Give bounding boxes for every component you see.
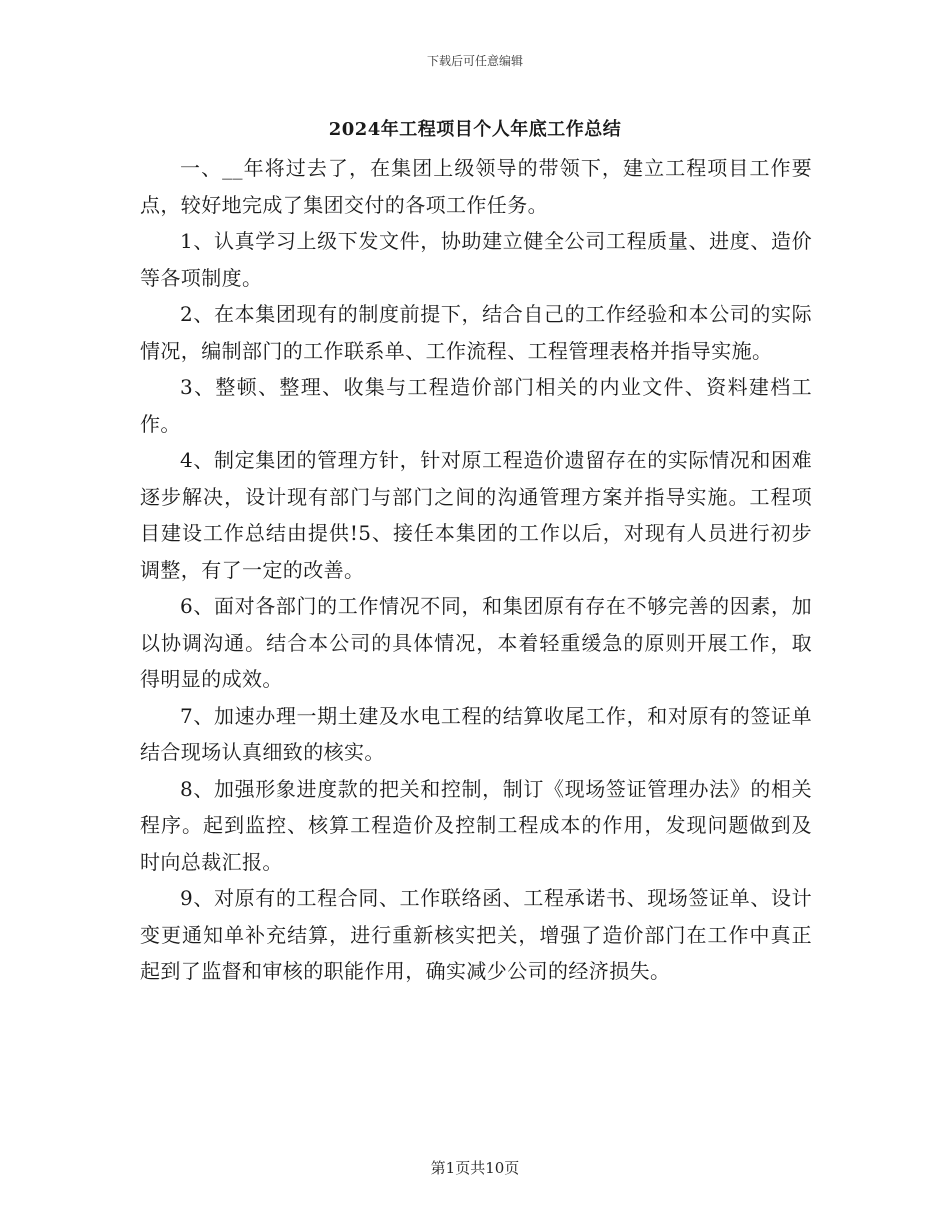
paragraph-item-3: 3、整顿、整理、收集与工程造价部门相关的内业文件、资料建档工作。 — [140, 375, 812, 436]
paragraph-item-1: 1、认真学习上级下发文件，协助建立健全公司工程质量、进度、造价等各项制度。 — [140, 229, 812, 290]
paragraph-item-8: 8、加强形象进度款的把关和控制，制订《现场签证管理办法》的相关程序。起到监控、核算工程造价及控制工程成本的作用，发现问题做到及时向总裁汇报。 — [140, 776, 812, 874]
paragraph-item-6: 6、面对各部门的工作情况不同，和集团原有存在不够完善的因素，加以协调沟通。结合本公司的具体情况，本着轻重缓急的原则开展工作，取得明显的成效。 — [140, 594, 812, 691]
page-header-note: 下载后可任意编辑 — [426, 54, 523, 68]
paragraph-item-4-5: 4、制定集团的管理方针，针对原工程造价遗留存在的实际情况和困难逐步解决，设计现有部门与部门之间的沟通管理方案并指导实施。工程项目建设工作总结由提供!5、接任本集团的工作以后，对现有人员进行初步调整，有了一定的改善。 — [140, 448, 812, 582]
paragraph-item-9: 9、对原有的工程合同、工作联络函、工程承诺书、现场签证单、设计变更通知单补充结算，进行重新核实把关，增强了造价部门在工作中真正起到了监督和审核的职能作用，确实减少公司的经济损失。 — [140, 886, 812, 983]
page-number: 第1页共10页 — [430, 1159, 520, 1177]
paragraph-item-2: 2、在本集团现有的制度前提下，结合自己的工作经验和本公司的实际情况，编制部门的工作联系单、工作流程、工程管理表格并指导实施。 — [140, 302, 812, 363]
paragraph-item-7: 7、加速办理一期土建及水电工程的结算收尾工作，和对原有的签证单结合现场认真细致的核实。 — [140, 703, 812, 764]
document-body — [140, 150, 812, 990]
paragraph-intro: 一、__年将过去了，在集团上级领导的带领下，建立工程项目工作要点，较好地完成了集团交付的各项工作任务。 — [140, 156, 812, 217]
document-title: 2024年工程项目个人年底工作总结 — [328, 119, 622, 140]
